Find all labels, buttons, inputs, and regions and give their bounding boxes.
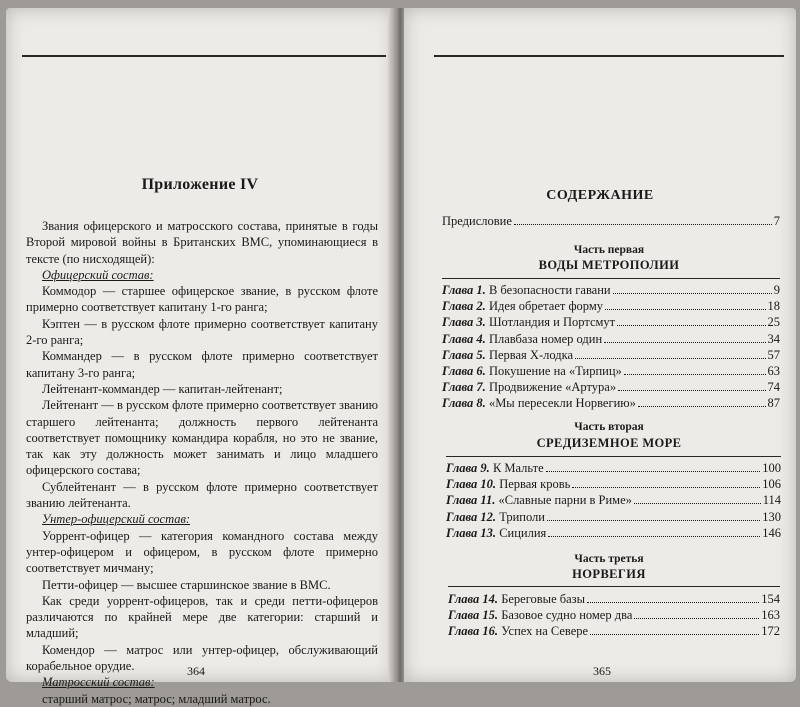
toc-chapter-title: Триполи	[499, 509, 545, 524]
appendix-paragraph: Коммодор — старшее офицерское звание, в русском флоте примерно соответствует капитану 1-го ранга;	[26, 284, 378, 315]
toc-entry-label	[442, 283, 611, 298]
toc-entry-label	[446, 461, 544, 476]
part-title: НОРВЕГИЯ	[572, 567, 646, 581]
toc-chapter-title: «Славные парни в Риме»	[498, 493, 632, 508]
appendix-paragraph: Как среди уоррент-офицеров, так и среди петти-офицеров различаются по крайней мере две категории: старший и младший;	[26, 593, 378, 641]
toc-chapter-number: Глава 3.	[442, 315, 486, 330]
toc-preface	[442, 214, 780, 229]
toc-entry	[442, 283, 780, 298]
appendix-paragraph: Лейтенант-коммандер — капитан-лейтенант;	[42, 381, 283, 396]
toc-entry	[442, 299, 780, 314]
toc-page-number: 74	[767, 380, 780, 395]
toc-preface-label: Предисловие	[442, 214, 512, 228]
toc-leader	[590, 634, 759, 635]
appendix-paragraph: Комендор — матрос или унтер-офицер, обслуживающий корабельное орудие.	[26, 642, 378, 674]
toc-entry-label	[442, 396, 636, 411]
toc-chapter-title: Сицилия	[499, 525, 547, 540]
toc-entry	[442, 315, 780, 330]
toc-entry	[446, 510, 781, 525]
toc-entry-label	[442, 380, 616, 395]
toc-leader	[575, 358, 765, 359]
toc-leader	[618, 390, 765, 391]
header-rule	[22, 55, 386, 57]
toc-chapter-title: Береговые базы	[501, 592, 585, 606]
toc-entry-label	[446, 510, 545, 525]
toc-page-number: 87	[767, 396, 780, 411]
toc-chapter-number: Глава 8.	[442, 396, 486, 411]
toc-entry-label	[442, 315, 615, 330]
toc-entry-label	[446, 477, 570, 492]
toc-leader	[638, 406, 766, 407]
toc-chapter-title: К Мальте	[492, 461, 544, 475]
appendix-body	[26, 218, 378, 707]
toc-leader	[587, 602, 759, 603]
toc-chapter-number: Глава 14.	[448, 592, 499, 606]
toc-page-number: 172	[761, 624, 780, 639]
toc-chapter-number: Глава 16.	[448, 624, 499, 639]
toc-chapter-title: В безопасности гавани	[488, 283, 611, 297]
toc-entry	[442, 348, 780, 363]
toc-entry-label	[448, 608, 632, 623]
part-label: Часть третья	[574, 553, 644, 565]
appendix-paragraph: Лейтенант — в русском флоте примерно соответствует званию старшего лейтенанта; должность первого лейтенанта соответствует помощнику командира корабля, но это не звание, так как эту должность может занимать и лицо младшего офицерского состава;	[26, 398, 378, 478]
header-rule	[434, 55, 784, 57]
toc-page-number: 18	[767, 299, 780, 314]
toc-page-number: 9	[773, 283, 780, 297]
toc-title: СОДЕРЖАНИЕ	[546, 188, 654, 203]
toc-chapter-title: Покушение на «Тирпиц»	[488, 364, 622, 378]
part-rule	[446, 456, 781, 457]
toc-leader	[548, 536, 760, 537]
toc-entry-label	[446, 493, 632, 508]
part-rule	[442, 278, 780, 279]
part-title: СРЕДИЗЕМНОЕ МОРЕ	[536, 436, 682, 450]
appendix-paragraph: Кэптен — в русском флоте примерно соответствует капитану 2-го ранга;	[26, 316, 378, 348]
toc-leader	[605, 309, 765, 310]
toc-leader	[604, 342, 765, 343]
toc-page-number: 34	[767, 331, 780, 346]
section-heading: Унтер-офицерский состав:	[42, 512, 191, 527]
toc-page-number: 25	[767, 315, 780, 330]
right-page	[404, 8, 796, 682]
toc-page-number: 154	[761, 592, 780, 606]
toc-chapter-number: Глава 4.	[442, 331, 486, 346]
appendix-title: Приложение IV	[141, 176, 259, 193]
appendix-paragraph: Звания офицерского и матросского состава, принятые в годы Второй мировой войны в Британских ВМС, упоминающиеся в тексте (по нисходящей):	[26, 219, 378, 266]
toc-entry-label	[448, 624, 588, 639]
part-rule	[448, 586, 780, 587]
toc-page-number: 63	[767, 364, 780, 378]
appendix-paragraph: Коммандер — в русском флоте примерно соответствует капитану 3-го ранга;	[26, 349, 378, 380]
toc-chapter-number: Глава 6.	[442, 364, 486, 378]
appendix-paragraph: Уоррент-офицер — категория командного состава между унтер-офицером и офицером, в русском флоте примерно соответствует мичману;	[26, 528, 378, 576]
toc-leader	[617, 325, 765, 326]
toc-entry	[442, 332, 780, 347]
toc-chapter-number: Глава 11.	[446, 493, 496, 508]
toc-entry	[448, 592, 780, 607]
toc-leader	[634, 618, 759, 619]
toc-chapter-title: Шотландия и Портсмут	[488, 315, 616, 330]
toc-entry-label	[442, 299, 603, 314]
appendix-paragraph: Сублейтенант — в русском флоте примерно соответствует званию лейтенанта.	[26, 479, 378, 511]
toc-leader	[613, 293, 772, 294]
toc-page-number: 146	[762, 525, 781, 540]
toc-entry	[446, 461, 781, 476]
toc-chapter-title: Успех на Севере	[501, 624, 589, 639]
toc-leader	[546, 471, 761, 472]
page-number: 364	[187, 664, 205, 678]
toc-entry-label	[448, 592, 585, 607]
toc-chapter-number: Глава 5.	[442, 347, 486, 362]
toc-chapter-title: Идея обретает форму	[488, 299, 604, 314]
toc-chapter-title: Первая Х-лодка	[488, 347, 574, 362]
toc-entry	[442, 380, 780, 395]
part-title: ВОДЫ МЕТРОПОЛИИ	[538, 258, 680, 272]
toc-leader	[624, 374, 766, 375]
toc-chapter-title: Продвижение «Артура»	[488, 380, 617, 395]
toc-chapter-number: Глава 7.	[442, 380, 486, 395]
part-label: Часть первая	[573, 244, 645, 256]
toc-entry-label	[446, 526, 546, 541]
toc-entry	[446, 477, 781, 492]
toc-page-number: 130	[762, 509, 781, 524]
appendix-paragraph: Петти-офицер — высшее старшинское звание в ВМС.	[42, 577, 331, 592]
toc-page-number: 114	[762, 493, 781, 508]
section-heading: Матросский состав:	[42, 675, 155, 690]
toc-leader	[514, 224, 772, 225]
toc-preface-page: 7	[773, 214, 780, 228]
toc-entry	[448, 624, 780, 639]
toc-entry	[446, 493, 781, 508]
toc-entry	[446, 526, 781, 541]
toc-page-number: 163	[761, 608, 780, 623]
toc-chapter-number: Глава 9.	[446, 461, 490, 475]
left-page	[6, 8, 394, 706]
toc-chapter-number: Глава 13.	[446, 525, 497, 540]
toc-leader	[634, 503, 761, 504]
page-number: 365	[593, 664, 611, 678]
toc-entry-label	[442, 332, 602, 347]
toc-entry	[442, 396, 780, 411]
toc-chapter-number: Глава 1.	[442, 283, 486, 297]
toc-chapter-title: Базовое судно номер два	[501, 608, 633, 623]
toc-entry-label	[442, 364, 622, 379]
toc-page-number: 106	[762, 477, 781, 492]
toc-chapter-title: Плавбаза номер один	[488, 331, 603, 346]
toc-page-number: 100	[762, 461, 781, 475]
toc-entry	[448, 608, 780, 623]
toc-chapter-number: Глава 15.	[448, 608, 499, 623]
section-heading: Офицерский состав:	[42, 267, 154, 282]
toc-chapter-number: Глава 12.	[446, 509, 497, 524]
toc-leader	[572, 487, 760, 488]
toc-chapter-number: Глава 10.	[446, 477, 497, 492]
toc-entry	[442, 364, 780, 379]
toc-leader	[547, 520, 760, 521]
toc-page-number: 57	[767, 347, 780, 362]
part-label: Часть вторая	[574, 421, 644, 433]
toc-chapter-number: Глава 2.	[442, 299, 486, 314]
toc-entry-label	[442, 348, 573, 363]
toc-chapter-title: «Мы пересекли Норвегию»	[488, 396, 636, 411]
appendix-paragraph: старший матрос; матрос; младший матрос.	[42, 691, 271, 706]
toc-chapter-title: Первая кровь	[499, 477, 571, 492]
